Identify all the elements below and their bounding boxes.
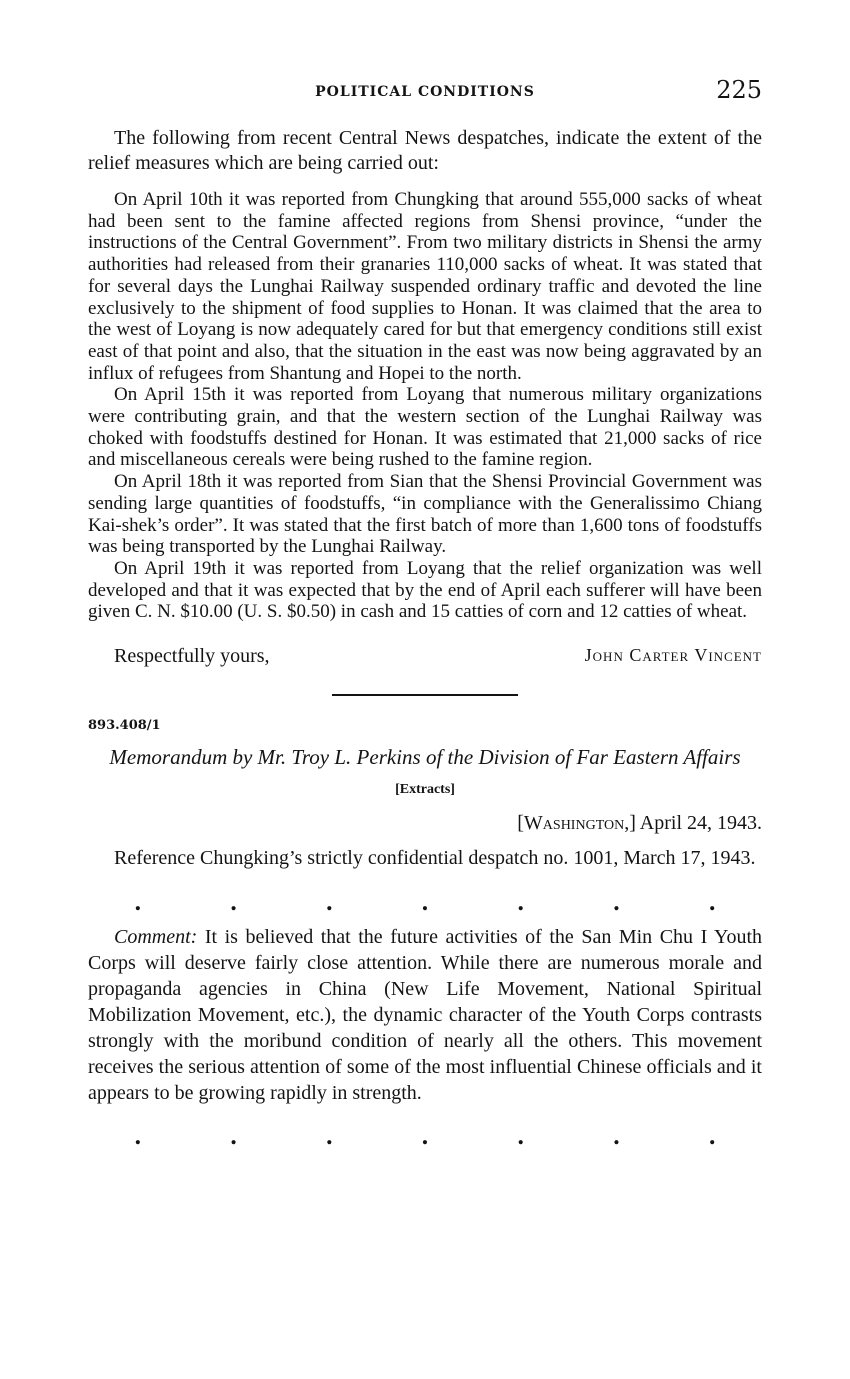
ellipsis-dot: . [516, 1124, 525, 1151]
ellipsis-dot: . [325, 890, 334, 917]
comment-text: It is believed that the future activities of the San Min Chu I Youth Corps will deserve fairly close attention. While there are numerous morale and propaganda agencies in China (New Life Movement, National Spiritual Mobilization Movement, etc.), the dynamic character of the Youth Corps contrasts strongly with the moribund condition of nearly all the others. This movement receives the serious attention of some of the most influential Chinese officials and it appears to be growing rapidly in strength. [88, 926, 763, 1105]
ellipsis-dot: . [229, 1124, 238, 1151]
dateline-place: [Washington,] [517, 812, 636, 835]
dateline [88, 812, 762, 835]
ellipsis-dot: . [708, 890, 716, 917]
ellipsis-dot: . [516, 890, 525, 917]
ellipsis-dot: . [134, 1124, 142, 1151]
signature: John Carter Vincent [584, 645, 762, 666]
section-title: POLITICAL CONDITIONS [315, 84, 535, 100]
ellipsis-row [134, 890, 716, 917]
report-paragraph: On April 18th it was reported from Sian that the Shensi Provincial Government was sending large quantities of foodstuffs, “in compliance with the Generalissimo Chiang Kai-shek’s order”. It was stated that the first batch of more than 1,600 tons of foodstuffs was being transported by the Lunghai Railway. [88, 471, 762, 558]
page-number: 225 [716, 76, 762, 104]
running-head [88, 74, 762, 108]
ellipsis-dot: . [229, 890, 238, 917]
dateline-date: April 24, 1943. [639, 812, 762, 835]
section-divider [332, 694, 518, 696]
document-page [88, 74, 763, 1151]
comment-paragraph [88, 924, 762, 1106]
extracts-label: [Extracts] [395, 782, 455, 798]
ellipsis-dot: . [708, 1124, 716, 1151]
document-number: 893.408/1 [88, 718, 161, 734]
report-paragraph: On April 19th it was reported from Loyang that the relief organization was well developed and that it was expected that by the end of April each sufferer will have been given C. N. $10.00 (U. S. $0.50) in cash and 15 catties of corn and 12 catties of wheat. [88, 557, 762, 623]
ellipsis-row [134, 1124, 716, 1151]
memo-title: Memorandum by Mr. Troy L. Perkins of the Division of Far Eastern Affairs [109, 745, 741, 770]
salutation: Respectfully yours, [114, 645, 270, 668]
comment-label: Comment: [114, 926, 198, 949]
ellipsis-dot: . [421, 1124, 429, 1151]
report-paragraph: On April 15th it was reported from Loyang that numerous military organizations were contributing grain, and that the western section of the Lunghai Railway was choked with foodstuffs destined for Honan. It was estimated that 21,000 sacks of rice and miscellaneous cereals were being rushed to the famine region. [88, 384, 762, 471]
ellipsis-dot: . [612, 1124, 621, 1151]
ellipsis-dot: . [325, 1124, 334, 1151]
reference-paragraph: Reference Chungking’s strictly confidential despatch no. 1001, March 17, 1943. [114, 847, 756, 870]
ellipsis-dot: . [612, 890, 621, 917]
closing [88, 645, 762, 668]
ellipsis-dot: . [134, 890, 142, 917]
intro-paragraph: The following from recent Central News despatches, indicate the extent of the relief measures which are being carried out: [88, 127, 762, 174]
ellipsis-dot: . [421, 890, 429, 917]
report-paragraph: On April 10th it was reported from Chungking that around 555,000 sacks of wheat had been sent to the famine affected regions from Shensi province, “under the instructions of the Central Government”. From two military districts in Shensi the army authorities had released from their granaries 110,000 sacks of wheat. It was stated that for several days the Lunghai Railway suspended ordinary traffic and devoted the line exclusively to the shipment of food supplies to Honan. It was claimed that the area to the west of Loyang is now adequately cared for but that emergency conditions still exist east of that point and also, that the situation in the east was now being aggravated by an influx of refugees from Shantung and Hopei to the north. [88, 189, 762, 384]
